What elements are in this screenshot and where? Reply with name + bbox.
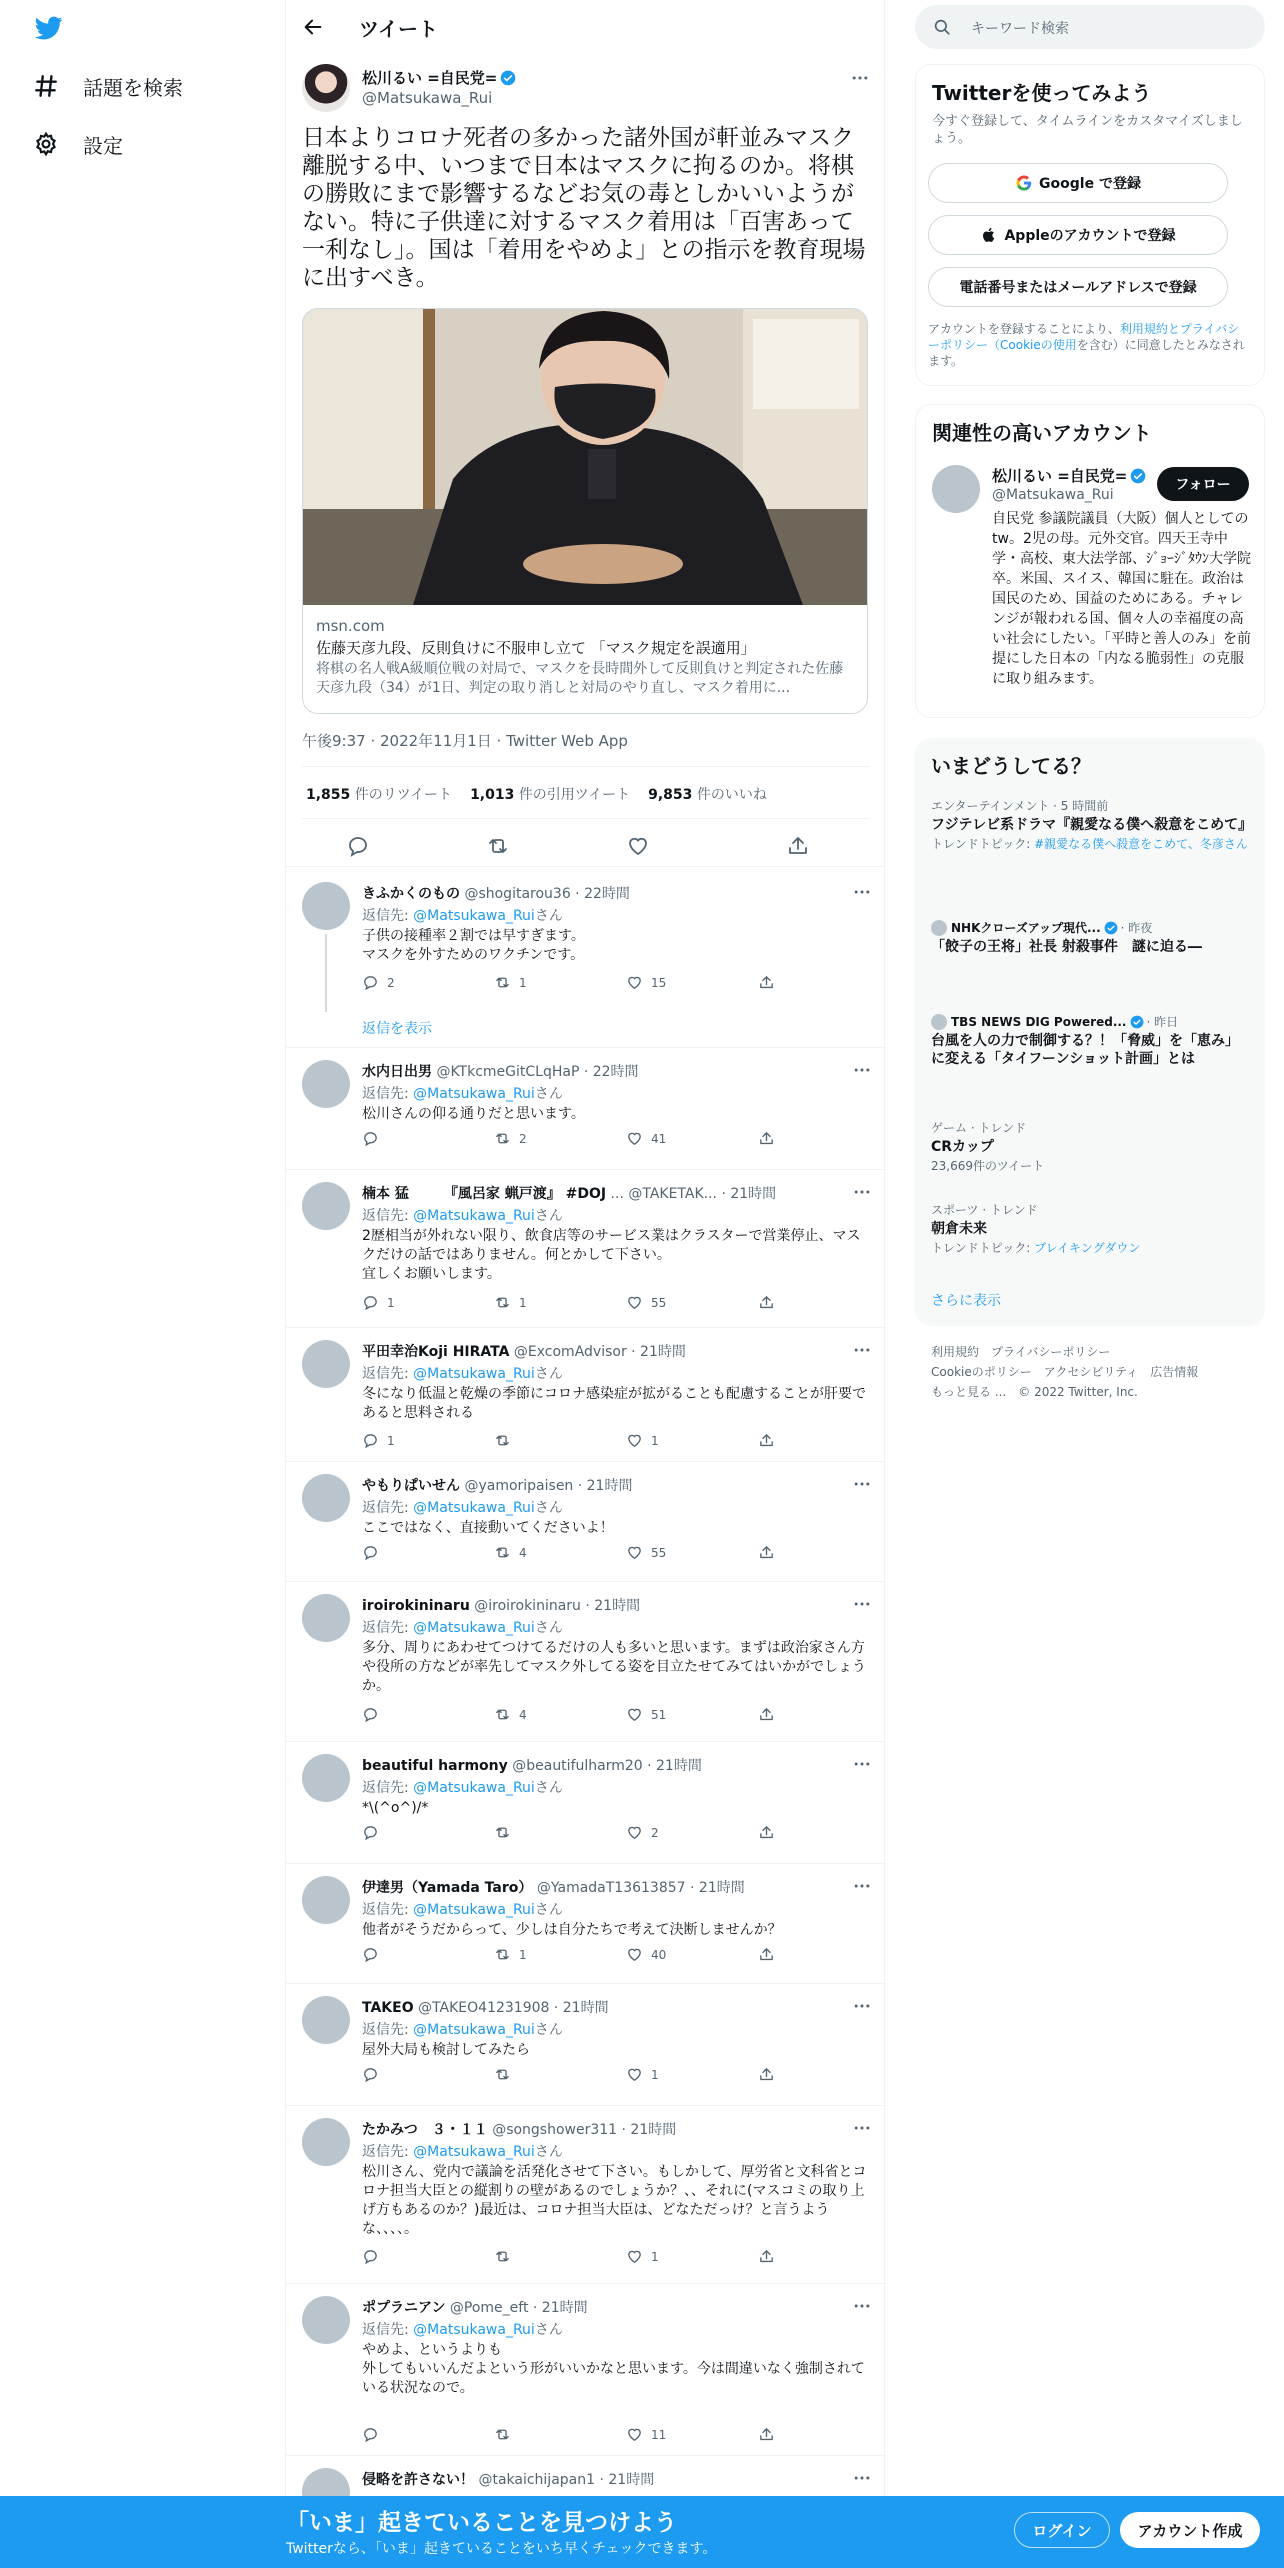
reply-header	[362, 2119, 832, 2139]
more-options-icon[interactable]	[852, 1594, 872, 1614]
author-avatar[interactable]	[302, 64, 350, 112]
reply-meta[interactable]: @ExcomAdvisor · 21時間	[513, 1344, 686, 1360]
reply-meta[interactable]: ... @TAKETAK... · 21時間	[610, 1186, 777, 1202]
trend-source: NHKクローズアップ現代... · 昨夜	[931, 920, 1249, 936]
reply-to: 返信先: @Matsukawa_Ruiさん	[362, 2322, 563, 2338]
trend-subtitle: トレンドトピック: ブレイキングダウン	[931, 1241, 1141, 1255]
footer-link[interactable]: プライバシーポリシー	[991, 1345, 1111, 1359]
reply-author-name[interactable]: TAKEO	[362, 2000, 414, 2016]
phone-email-signup-button[interactable]	[928, 267, 1228, 307]
reply-icon[interactable]	[362, 1544, 387, 1561]
reply-avatar[interactable]	[302, 882, 350, 930]
reply-to: 返信先: @Matsukawa_Ruiさん	[362, 1208, 563, 1224]
reply-to: 返信先: @Matsukawa_Ruiさん	[362, 1780, 563, 1796]
footer-link[interactable]: アクセシビリティ	[1043, 1365, 1139, 1379]
author-handle[interactable]: @Matsukawa_Rui	[362, 89, 493, 107]
signup-terms: アカウントを登録することにより、利用規約とプライバシーポリシー（Cookieの使用を含む）に同意したとみなされます。	[928, 322, 1245, 368]
reply-to: 返信先: @Matsukawa_Ruiさん	[362, 1086, 563, 1102]
reply-to: 返信先: @Matsukawa_Ruiさん	[362, 1366, 563, 1382]
search-input[interactable]: キーワード検索	[971, 21, 1069, 37]
reply-meta[interactable]: @songshower311 · 21時間	[492, 2122, 677, 2138]
share-icon[interactable]	[758, 1544, 783, 1561]
retweet-icon[interactable]	[494, 2248, 519, 2265]
apple-signup-label: Appleのアカウントで登録	[1004, 228, 1176, 244]
apple-signup-button[interactable]	[928, 215, 1228, 255]
more-options-icon[interactable]	[852, 2296, 872, 2316]
share-icon[interactable]	[758, 1706, 783, 1723]
reply-tweet[interactable]	[286, 1170, 886, 1328]
retweet-icon[interactable]	[494, 1544, 527, 1561]
reply-header	[362, 1997, 832, 2017]
reply-meta[interactable]: @yamoripaisen · 21時間	[464, 1478, 633, 1494]
author-name: 松川るい =自民党=	[362, 69, 498, 87]
divider	[286, 866, 886, 867]
more-options-icon[interactable]	[852, 1876, 872, 1896]
reply-icon[interactable]	[362, 1294, 395, 1311]
recommended-name-row[interactable]	[992, 465, 1146, 486]
like-count: 2	[651, 1825, 659, 1840]
reply-header	[362, 1595, 832, 1615]
trend-item[interactable]	[931, 1014, 1249, 1068]
share-icon[interactable]	[758, 2426, 783, 2443]
reply-text: 2歴相当が外れない限り、飲食店等のサービス業はクラスターで営業停止、マスクだけの話ではありません。何とかして下さい。 宜しくお願いします。	[362, 1228, 861, 1282]
reply-icon[interactable]	[362, 2248, 387, 2265]
verified-badge-icon	[500, 70, 516, 86]
share-icon[interactable]	[786, 834, 810, 858]
reply-meta[interactable]: @takaichijapan1 · 21時間	[478, 2472, 655, 2488]
verified-badge-icon	[1130, 1015, 1144, 1029]
reply-to-handle[interactable]: @Matsukawa_Rui	[413, 1500, 535, 1516]
back-arrow-icon[interactable]	[302, 16, 324, 38]
reply-to-handle[interactable]: @Matsukawa_Rui	[413, 908, 535, 924]
reply-count: 1	[387, 1295, 395, 1310]
reply-actions	[362, 1432, 787, 1452]
trends-title: いまどうしてる？	[931, 754, 1091, 778]
like-count: 55	[651, 1545, 667, 1560]
phone-email-signup-label: 電話番号またはメールアドレスで登録	[959, 280, 1197, 296]
gear-icon	[33, 131, 59, 157]
copyright: © 2022 Twitter, Inc.	[1018, 1385, 1138, 1399]
main-column	[285, 0, 885, 2568]
reply-icon[interactable]	[362, 1130, 387, 1147]
login-button[interactable]: ログイン	[1014, 2512, 1110, 2548]
bottom-bar-subtitle: Twitterなら、「いま」起きていることをいち早くチェックできます。	[286, 2541, 717, 2557]
nav-item-settings[interactable]	[33, 124, 123, 164]
trend-category: スポーツ · トレンド	[931, 1203, 1038, 1217]
tweet-author	[302, 64, 870, 114]
footer-link[interactable]: Cookieのポリシー	[931, 1365, 1032, 1379]
reply-actions	[362, 2066, 787, 2086]
retweet-count[interactable]: 1,855 件のリツイート	[306, 787, 453, 803]
more-options-icon[interactable]	[852, 1340, 872, 1360]
reply-icon[interactable]	[362, 2066, 387, 2083]
tweet-actions	[286, 826, 886, 866]
retweet-icon[interactable]	[494, 1294, 527, 1311]
reply-actions	[362, 974, 787, 994]
like-icon[interactable]	[626, 1824, 659, 1841]
reply-author-name[interactable]: beautiful harmony	[362, 1758, 508, 1774]
reply-text: *\(^o^)/*	[362, 1800, 429, 1816]
verified-badge-icon	[1104, 921, 1118, 935]
reply-text: ここではなく、直接動いてくださいよ！	[362, 1520, 614, 1536]
reply-avatar[interactable]	[302, 1996, 350, 2044]
reply-avatar[interactable]	[302, 1060, 350, 1108]
reply-to-handle[interactable]: @Matsukawa_Rui	[413, 1902, 535, 1918]
trend-category: エンターテインメント · 5 時間前	[931, 799, 1109, 813]
twitter-bird-icon[interactable]	[33, 14, 65, 42]
more-options-icon[interactable]	[852, 1474, 872, 1494]
reply-text: 多分、周りにあわせてつけてるだけの人も多いと思います。まずは政治家さん方や役所の方などが率先してマスク外してる姿を目立たせてみてはいかがでしょうか。	[362, 1640, 866, 1694]
reply-avatar[interactable]	[302, 1340, 350, 1388]
trend-title: CRカップ	[931, 1139, 994, 1155]
trends-panel	[915, 738, 1265, 1326]
reply-icon[interactable]	[362, 1946, 387, 1963]
nav-settings-label: 設定	[83, 133, 123, 158]
reply-avatar[interactable]	[302, 2118, 350, 2166]
reply-count: 1	[387, 1433, 395, 1448]
reply-to: 返信先: @Matsukawa_Ruiさん	[362, 908, 563, 924]
signup-panel-subtitle: 今すぐ登録して、タイムラインをカスタマイズしましょう。	[932, 114, 1243, 146]
recommended-name: 松川るい =自民党=	[992, 467, 1128, 485]
reply-tweet[interactable]	[286, 1328, 886, 1462]
retweet-icon[interactable]	[494, 1824, 519, 1841]
trend-item[interactable]	[931, 798, 1253, 852]
reply-to-handle[interactable]: @Matsukawa_Rui	[413, 1780, 535, 1796]
tweet-timestamp[interactable]: 午後9:37 · 2022年11月1日 · Twitter Web App	[302, 732, 628, 750]
trend-title: 朝倉未来	[931, 1221, 987, 1237]
reply-avatar[interactable]	[302, 1594, 350, 1642]
recommended-bio: 自民党 参議院議員（大阪）個人としての tw。2児の母。元外交官。四天王寺中学・高校、東大法学部、ｼﾞｮｰｼﾞﾀｳﾝ大学院卒。米国、スイス、韓国に駐在。政治は国民のため、国益のためにある。チャレンジが報われる国、個々人の幸福度の高い社会にしたい。「平時と善人のみ」を前提にした日本の「内なる脆弱性」の克服に取り組みます。	[992, 511, 1251, 687]
share-icon[interactable]	[758, 2248, 783, 2265]
reply-icon[interactable]	[362, 1824, 387, 1841]
reply-actions	[362, 1946, 787, 1966]
like-icon[interactable]	[626, 2066, 659, 2083]
reply-text: 屋外大局も検討してみたら	[362, 2042, 530, 2058]
like-count: 15	[651, 975, 667, 990]
reply-text: やめよ、というよりも 外してもいいんだよという形がいいかなと思います。今は間違いなく強制されている状況なので。	[362, 2342, 865, 2396]
reply-to-handle[interactable]: @Matsukawa_Rui	[413, 2322, 535, 2338]
trend-item[interactable]	[931, 920, 1249, 956]
retweet-icon[interactable]	[494, 1706, 527, 1723]
apple-icon	[980, 226, 1004, 244]
like-count: 1	[651, 2067, 659, 2082]
like-icon[interactable]	[626, 2248, 659, 2265]
reply-author-name[interactable]: 侵略を許さない！	[362, 2472, 474, 2488]
nav-item-explore[interactable]	[33, 66, 183, 106]
reply-actions	[362, 2426, 787, 2446]
reply-actions	[362, 1544, 787, 1564]
bottom-signup-bar	[0, 2496, 1284, 2568]
reply-header	[362, 1475, 832, 1495]
like-icon[interactable]	[626, 834, 650, 858]
like-count: 51	[651, 1707, 667, 1722]
share-icon[interactable]	[758, 1946, 783, 1963]
card-image	[303, 309, 868, 605]
like-icon[interactable]	[626, 2426, 666, 2443]
share-icon[interactable]	[758, 2066, 783, 2083]
footer-link[interactable]: 広告情報	[1150, 1365, 1199, 1379]
terms-link[interactable]: 利用規約とプライバシーポリシー（Cookieの使用	[928, 322, 1240, 352]
more-options-icon[interactable]	[852, 1996, 872, 2016]
page-title: ツイート	[359, 17, 438, 41]
link-card[interactable]	[302, 308, 868, 714]
reply-tweet[interactable]	[286, 2284, 886, 2456]
signup-button[interactable]: アカウント作成	[1120, 2512, 1260, 2548]
reply-header	[362, 1755, 832, 1775]
thread-line	[325, 934, 327, 1012]
share-icon[interactable]	[758, 1130, 783, 1147]
search-box[interactable]	[915, 5, 1265, 49]
more-options-icon[interactable]	[852, 2468, 872, 2488]
reply-header	[362, 883, 832, 903]
left-navigation	[0, 0, 285, 2568]
reply-to-handle[interactable]: @Matsukawa_Rui	[413, 1366, 535, 1382]
reply-author-name[interactable]: きふかくのもの	[362, 886, 460, 902]
reply-header	[362, 1877, 832, 1897]
like-icon[interactable]	[626, 974, 666, 991]
right-sidebar	[915, 0, 1265, 2568]
trend-tweet-count: 23,669件のツイート	[931, 1159, 1045, 1173]
retweet-icon[interactable]	[494, 1432, 519, 1449]
nav-explore-label: 話題を検索	[83, 75, 183, 100]
reply-meta[interactable]: @YamadaT13613857 · 21時間	[536, 1880, 745, 1896]
reply-author-name[interactable]: 平田幸治Koji HIRATA	[362, 1344, 510, 1360]
like-count: 1	[651, 2249, 659, 2264]
reply-avatar[interactable]	[302, 1754, 350, 1802]
card-description: 将棋の名人戦A級順位戦の対局で、マスクを長時間外して反則負けと判定された佐藤天彦九段（34）が1日、判定の取り消しと対局のやり直し、マスク着用に...	[316, 661, 844, 696]
like-count[interactable]: 9,853 件のいいね	[648, 787, 767, 803]
author-name-row[interactable]	[362, 67, 516, 88]
retweet-icon[interactable]	[486, 834, 510, 858]
reply-author-name[interactable]: 伊達男（Yamada Taro）	[362, 1880, 533, 1896]
like-icon[interactable]	[626, 1706, 666, 1723]
reply-author-name[interactable]: ポプラニアン	[362, 2300, 446, 2316]
reply-actions	[362, 2248, 787, 2268]
reply-avatar[interactable]	[302, 1182, 350, 1230]
like-count: 55	[651, 1295, 667, 1310]
share-icon[interactable]	[758, 1824, 783, 1841]
trend-title: 台風を人の力で制御する？！「脅威」を「恵み」に変える「タイフーンショット計画」とは	[931, 1033, 1239, 1067]
reply-text: 子供の接種率２割では早すぎます。 マスクを外すためのワクチンです。	[362, 928, 585, 963]
reply-header	[362, 1341, 832, 1361]
page-header	[286, 0, 886, 54]
like-count: 11	[651, 2427, 667, 2442]
reply-author-name[interactable]: やもりぱいせん	[362, 1478, 460, 1494]
bottom-bar-title: 「いま」起きていることを見つけよう	[286, 2510, 677, 2536]
reply-tweet[interactable]	[286, 1048, 886, 1170]
like-icon[interactable]	[626, 1294, 666, 1311]
reply-tweet[interactable]	[286, 1742, 886, 1864]
trend-title: フジテレビ系ドラマ『親愛なる僕へ殺意をこめて』	[931, 817, 1253, 833]
google-signup-label: Google で登録	[1039, 176, 1141, 192]
retweet-icon[interactable]	[494, 1130, 527, 1147]
reply-text: 松川さんの仰る通りだと思います。	[362, 1106, 585, 1122]
hashtag-icon	[33, 73, 59, 99]
like-icon[interactable]	[626, 1544, 666, 1561]
reply-to-handle[interactable]: @Matsukawa_Rui	[413, 2144, 535, 2160]
reply-avatar[interactable]	[302, 1474, 350, 1522]
trend-item[interactable]	[931, 1120, 1249, 1174]
reply-header	[362, 1061, 832, 1081]
retweet-count: 1	[519, 975, 527, 990]
like-count: 40	[651, 1947, 667, 1962]
show-more-trends-link[interactable]: さらに表示	[931, 1293, 1001, 1309]
footer-link[interactable]: もっと見る ...	[931, 1385, 1007, 1399]
source-avatar	[931, 1014, 947, 1030]
footer-link[interactable]: 利用規約	[931, 1345, 980, 1359]
reply-to-handle[interactable]: @Matsukawa_Rui	[413, 1620, 535, 1636]
reply-icon[interactable]	[362, 1706, 387, 1723]
trend-subtitle: トレンドトピック: #親愛なる僕へ殺意をこめて、冬彦さん	[931, 837, 1248, 851]
reply-icon[interactable]	[362, 1432, 395, 1449]
card-meta	[316, 616, 856, 698]
source-avatar	[931, 920, 947, 936]
quote-count[interactable]: 1,013 件の引用ツイート	[470, 787, 631, 803]
like-icon[interactable]	[626, 1432, 659, 1449]
retweet-count: 4	[519, 1545, 527, 1560]
reply-meta[interactable]: @KTkcmeGitCLqHaP · 22時間	[436, 1064, 639, 1080]
tweet-stats	[306, 784, 785, 804]
reply-avatar[interactable]	[302, 1876, 350, 1924]
like-icon[interactable]	[626, 1946, 666, 1963]
retweet-count: 1	[519, 1295, 527, 1310]
reply-tweet[interactable]	[286, 2106, 886, 2284]
retweet-icon[interactable]	[494, 1946, 527, 1963]
reply-tweet[interactable]	[286, 1984, 886, 2106]
reply-actions	[362, 1706, 787, 1726]
reply-to: 返信先: @Matsukawa_Ruiさん	[362, 1902, 563, 1918]
reply-actions	[362, 1130, 787, 1150]
show-replies-link[interactable]: 返信を表示	[362, 1021, 432, 1037]
reply-to: 返信先: @Matsukawa_Ruiさん	[362, 1620, 563, 1636]
reply-text: 冬になり低温と乾燥の季節にコロナ感染症が拡がることも配慮することが肝要であると思料される	[362, 1386, 866, 1421]
reply-actions	[362, 1824, 787, 1844]
recommended-handle[interactable]: @Matsukawa_Rui	[992, 487, 1114, 503]
google-icon	[1015, 174, 1039, 192]
reply-meta[interactable]: @Pome_eft · 21時間	[449, 2300, 588, 2316]
reply-tweet[interactable]	[286, 870, 886, 1048]
trend-topic-link[interactable]: ブレイキングダウン	[1034, 1241, 1141, 1255]
reply-to-handle[interactable]: @Matsukawa_Rui	[413, 2022, 535, 2038]
signup-panel	[915, 64, 1265, 386]
reply-to: 返信先: @Matsukawa_Ruiさん	[362, 2144, 563, 2160]
reply-actions	[362, 1294, 787, 1314]
search-icon	[933, 18, 951, 36]
signup-panel-title: Twitterを使ってみよう	[932, 81, 1152, 105]
trend-topic-link[interactable]: #親愛なる僕へ殺意をこめて、冬彦さん	[1034, 837, 1248, 851]
reply-author-name[interactable]: 水内日出男	[362, 1064, 432, 1080]
more-options-icon[interactable]	[852, 882, 872, 902]
follow-button[interactable]: フォロー	[1157, 467, 1249, 501]
more-options-icon[interactable]	[852, 2118, 872, 2138]
reply-to-handle[interactable]: @Matsukawa_Rui	[413, 1086, 535, 1102]
recommended-accounts-panel	[915, 404, 1265, 718]
reply-to-handle[interactable]: @Matsukawa_Rui	[413, 1208, 535, 1224]
reply-text: 他者がそうだからって、少しは自分たちで考えて決断しませんか？	[362, 1922, 782, 1938]
share-icon[interactable]	[758, 1432, 783, 1449]
retweet-count: 2	[519, 1131, 527, 1146]
retweet-count: 4	[519, 1707, 527, 1722]
like-count: 1	[651, 1433, 659, 1448]
reply-tweet[interactable]	[286, 1864, 886, 1984]
reply-icon[interactable]	[346, 834, 370, 858]
reply-meta[interactable]: @shogitarou36 · 22時間	[464, 886, 630, 902]
more-options-icon[interactable]	[852, 1754, 872, 1774]
reply-to: 返信先: @Matsukawa_Ruiさん	[362, 1500, 563, 1516]
retweet-icon[interactable]	[494, 2426, 519, 2443]
reply-header	[362, 2469, 832, 2489]
divider	[302, 766, 870, 767]
reply-header	[362, 2297, 832, 2317]
sidebar-footer	[931, 1342, 1261, 1402]
reply-count: 2	[387, 975, 395, 990]
reply-header	[362, 1183, 832, 1203]
like-count: 41	[651, 1131, 667, 1146]
more-options-icon[interactable]	[852, 1060, 872, 1080]
reply-icon[interactable]	[362, 974, 395, 991]
share-icon[interactable]	[758, 1294, 783, 1311]
like-icon[interactable]	[626, 1130, 666, 1147]
trend-source: TBS NEWS DIG Powered... · 昨日	[931, 1014, 1249, 1030]
trend-category: ゲーム · トレンド	[931, 1121, 1027, 1135]
reply-meta[interactable]: @iroirokininaru · 21時間	[474, 1598, 641, 1614]
reply-tweet[interactable]	[286, 1462, 886, 1582]
reply-meta[interactable]: @beautifulharm20 · 21時間	[512, 1758, 702, 1774]
reply-avatar[interactable]	[302, 2296, 350, 2344]
google-signup-button[interactable]	[928, 163, 1228, 203]
reply-icon[interactable]	[362, 2426, 387, 2443]
reply-text: 松川さん、党内で議論を活発化させて下さい。もしかして、厚労省と文科省とコロナ担当大臣との縦割りの壁があるのでしょうか？、、それに(マスコミの取り上げ方もあるのか？)最近は、コロナ担当大臣は、どなただっけ？と言うような、、、、。	[362, 2164, 867, 2237]
recommended-title: 関連性の高いアカウント	[932, 421, 1152, 445]
tweet-text: 日本よりコロナ死者の多かった諸外国が軒並みマスク離脱する中、いつまで日本はマスクに拘るのか。将棋の勝敗にまで影響するなどお気の毒としかいいようがない。特に子供達に対するマスク着用は「百害あって一利なし」。国は「着用をやめよ」との指示を教育現場に出すべき。	[302, 125, 866, 291]
trend-title: 「餃子の王将」社長 射殺事件 謎に迫る―	[931, 939, 1202, 955]
reply-author-name[interactable]: たかみつ ３・１１	[362, 2122, 488, 2138]
recommended-avatar[interactable]	[932, 465, 980, 513]
reply-to: 返信先: @Matsukawa_Ruiさん	[362, 2022, 563, 2038]
reply-meta[interactable]: @TAKEO41231908 · 21時間	[418, 2000, 609, 2016]
share-icon[interactable]	[758, 974, 783, 991]
reply-author-name[interactable]: iroirokininaru	[362, 1598, 470, 1614]
reply-tweet[interactable]	[286, 1582, 886, 1742]
card-domain: msn.com	[316, 617, 385, 635]
more-options-icon[interactable]	[850, 68, 870, 88]
divider	[302, 818, 870, 819]
retweet-count: 1	[519, 1947, 527, 1962]
card-title: 佐藤天彦九段、反則負けに不服申し立て 「マスク規定を誤適用」	[316, 639, 756, 657]
retweet-icon[interactable]	[494, 974, 527, 991]
retweet-icon[interactable]	[494, 2066, 519, 2083]
more-options-icon[interactable]	[852, 1182, 872, 1202]
trend-item[interactable]	[931, 1202, 1249, 1256]
reply-author-name[interactable]: 楠本 猛 『風呂家 蝋戸渡』 #DOJ	[362, 1186, 607, 1202]
verified-badge-icon	[1130, 468, 1146, 484]
